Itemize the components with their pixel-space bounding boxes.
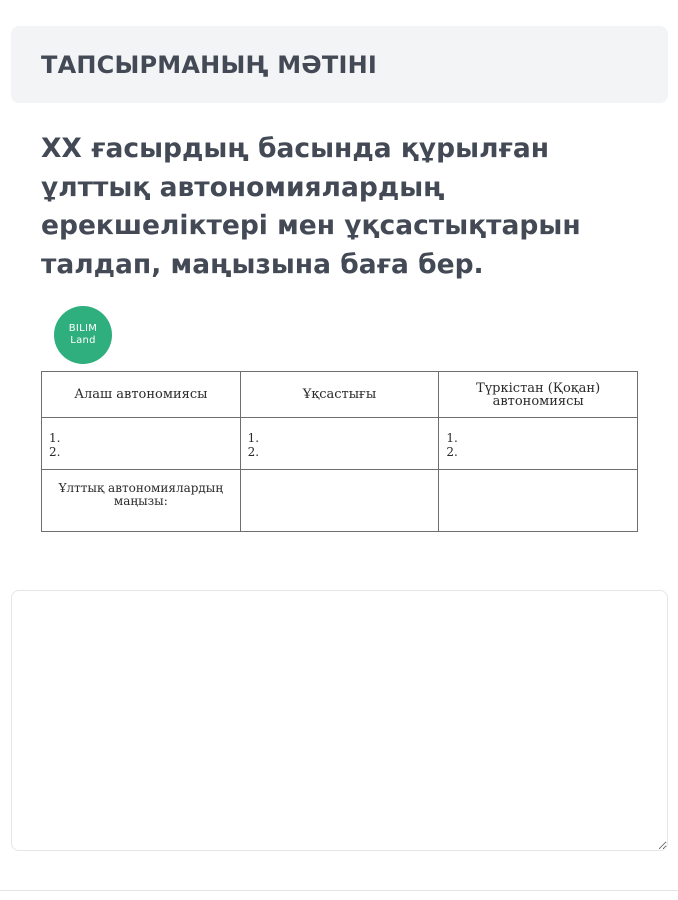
table-row <box>42 470 638 532</box>
question-text: XX ғасырдың басында құрылған ұлттық автономиялардың ерекшеліктері мен ұқсастықтарын талдап, маңызына баға бер. <box>41 133 581 280</box>
logo-line-2: Land <box>70 335 96 346</box>
table-header-row <box>42 372 638 418</box>
significance-label: Ұлттық автономиялардың маңызы: <box>42 470 241 532</box>
item-2: 2. <box>49 444 61 459</box>
bilimland-logo <box>54 306 112 364</box>
task-table <box>41 371 638 532</box>
item-2: 2. <box>247 444 260 459</box>
answer-textarea[interactable] <box>11 590 668 851</box>
table-cell-alash <box>42 418 241 470</box>
item-1: 1. <box>446 430 458 445</box>
header-alash: Алаш автономиясы <box>42 372 241 418</box>
item-1: 1. <box>247 430 260 445</box>
item-2: 2. <box>446 444 458 459</box>
header-similarity: Ұқсастығы <box>240 372 439 418</box>
item-1: 1. <box>49 430 61 445</box>
table-row <box>42 418 638 470</box>
header-turkestan: Түркістан (Қоқан) автономиясы <box>439 372 638 418</box>
bottom-divider <box>0 890 678 891</box>
table-cell-empty <box>439 470 638 532</box>
table-cell-similarity <box>240 418 439 470</box>
task-header-title: ТАПСЫРМАНЫҢ МӘТІНІ <box>41 50 377 79</box>
table-cell-turkestan <box>439 418 638 470</box>
table-cell-empty <box>240 470 439 532</box>
task-header <box>11 26 668 103</box>
logo-line-1: BILIM <box>68 323 98 334</box>
